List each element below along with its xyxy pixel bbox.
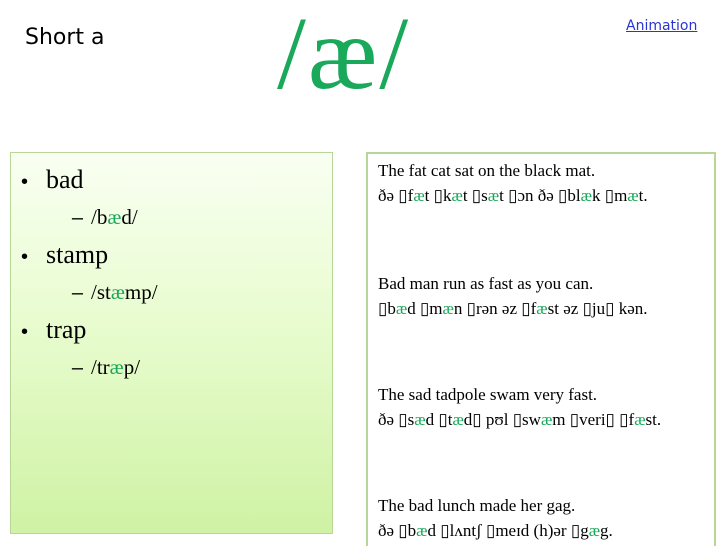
ipa-vowel-highlight: æ — [487, 186, 500, 205]
sentence-english: Bad man run as fast as you can. — [378, 274, 594, 293]
word-item-trap — [11, 311, 332, 386]
animation-link[interactable]: Animation — [626, 18, 698, 34]
sentence-block-1 — [378, 157, 708, 207]
dash-icon: – — [71, 282, 83, 304]
ipa-vowel-highlight: æ — [536, 299, 548, 318]
ipa-segment: st. — [645, 410, 662, 429]
word-line — [11, 161, 332, 199]
sentence-block-3 — [378, 381, 708, 431]
pronunciation-start: /tr — [91, 355, 110, 379]
pronunciation-vowel: æ — [107, 205, 122, 229]
ipa-vowel-highlight: æ — [627, 186, 639, 205]
ipa-vowel-highlight: æ — [414, 410, 426, 429]
sentence-english: The fat cat sat on the black mat. — [378, 161, 596, 180]
ipa-vowel-highlight: æ — [451, 186, 463, 205]
ipa-vowel-highlight: æ — [452, 410, 464, 429]
sentence-ipa — [378, 408, 708, 431]
ipa-vowel-highlight: æ — [588, 521, 601, 540]
ipa-segment: d ▯m — [407, 299, 443, 318]
word-list — [11, 161, 332, 386]
ipa-segment: ðə ▯b — [378, 521, 417, 540]
sentence-english: The bad lunch made her gag. — [378, 496, 576, 515]
ipa-segment: t ▯k — [424, 186, 452, 205]
pronunciation-line — [11, 349, 332, 386]
bullet-icon: • — [21, 171, 29, 193]
word-text: trap — [46, 315, 87, 344]
pronunciation-vowel: æ — [109, 355, 124, 379]
ipa-segment: d ▯lʌntʃ ▯meɪd (h)ər ▯g — [427, 521, 589, 540]
word-text: stamp — [46, 240, 109, 269]
pronunciation-end: mp/ — [124, 280, 158, 304]
ipa-segment: st əz ▯ju▯ kən. — [547, 299, 648, 318]
ipa-segment: g. — [600, 521, 613, 540]
ipa-segment: t. — [638, 186, 648, 205]
word-text: bad — [46, 165, 84, 194]
ipa-vowel-highlight: æ — [442, 299, 454, 318]
sentence-ipa — [378, 184, 708, 207]
ipa-segment: k ▯m — [591, 186, 628, 205]
ipa-segment: ðə ▯s — [378, 410, 415, 429]
ipa-vowel-highlight: æ — [413, 186, 425, 205]
sentence-block-2 — [378, 270, 708, 320]
word-item-stamp — [11, 236, 332, 311]
ipa-segment: ðə ▯f — [378, 186, 414, 205]
phonetic-symbol-heading: /æ/ — [277, 0, 411, 111]
ipa-segment: d ▯t — [425, 410, 453, 429]
ipa-segment: n ▯rən əz ▯f — [453, 299, 537, 318]
ipa-segment: t ▯s — [462, 186, 488, 205]
slide-title: Short a — [25, 25, 105, 50]
sentence-ipa — [378, 297, 708, 320]
pronunciation-end: p/ — [123, 355, 141, 379]
ipa-vowel-highlight: æ — [395, 299, 408, 318]
word-list-panel — [10, 152, 333, 534]
pronunciation-vowel: æ — [110, 280, 125, 304]
pronunciation-start: /b — [91, 205, 108, 229]
ipa-segment: t ▯ɔn ðə ▯bl — [499, 186, 581, 205]
sentence-panel — [366, 152, 716, 546]
ipa-vowel-highlight: æ — [634, 410, 646, 429]
word-line — [11, 311, 332, 349]
pronunciation-line — [11, 199, 332, 236]
pronunciation-line — [11, 274, 332, 311]
pronunciation-start: /st — [91, 280, 111, 304]
ipa-vowel-highlight: æ — [540, 410, 553, 429]
bullet-icon: • — [21, 321, 29, 343]
sentence-block-4 — [378, 492, 708, 542]
dash-icon: – — [71, 207, 83, 229]
word-line — [11, 236, 332, 274]
sentence-english: The sad tadpole swam very fast. — [378, 385, 598, 404]
ipa-segment: m ▯veri▯ ▯f — [552, 410, 635, 429]
bullet-icon: • — [21, 246, 29, 268]
ipa-vowel-highlight: æ — [580, 186, 592, 205]
dash-icon: – — [71, 357, 83, 379]
ipa-segment: d▯ pʊl ▯sw — [463, 410, 541, 429]
pronunciation-end: d/ — [121, 205, 138, 229]
word-item-bad — [11, 161, 332, 236]
ipa-segment: ▯b — [378, 299, 396, 318]
sentence-ipa — [378, 519, 708, 542]
ipa-vowel-highlight: æ — [416, 521, 428, 540]
